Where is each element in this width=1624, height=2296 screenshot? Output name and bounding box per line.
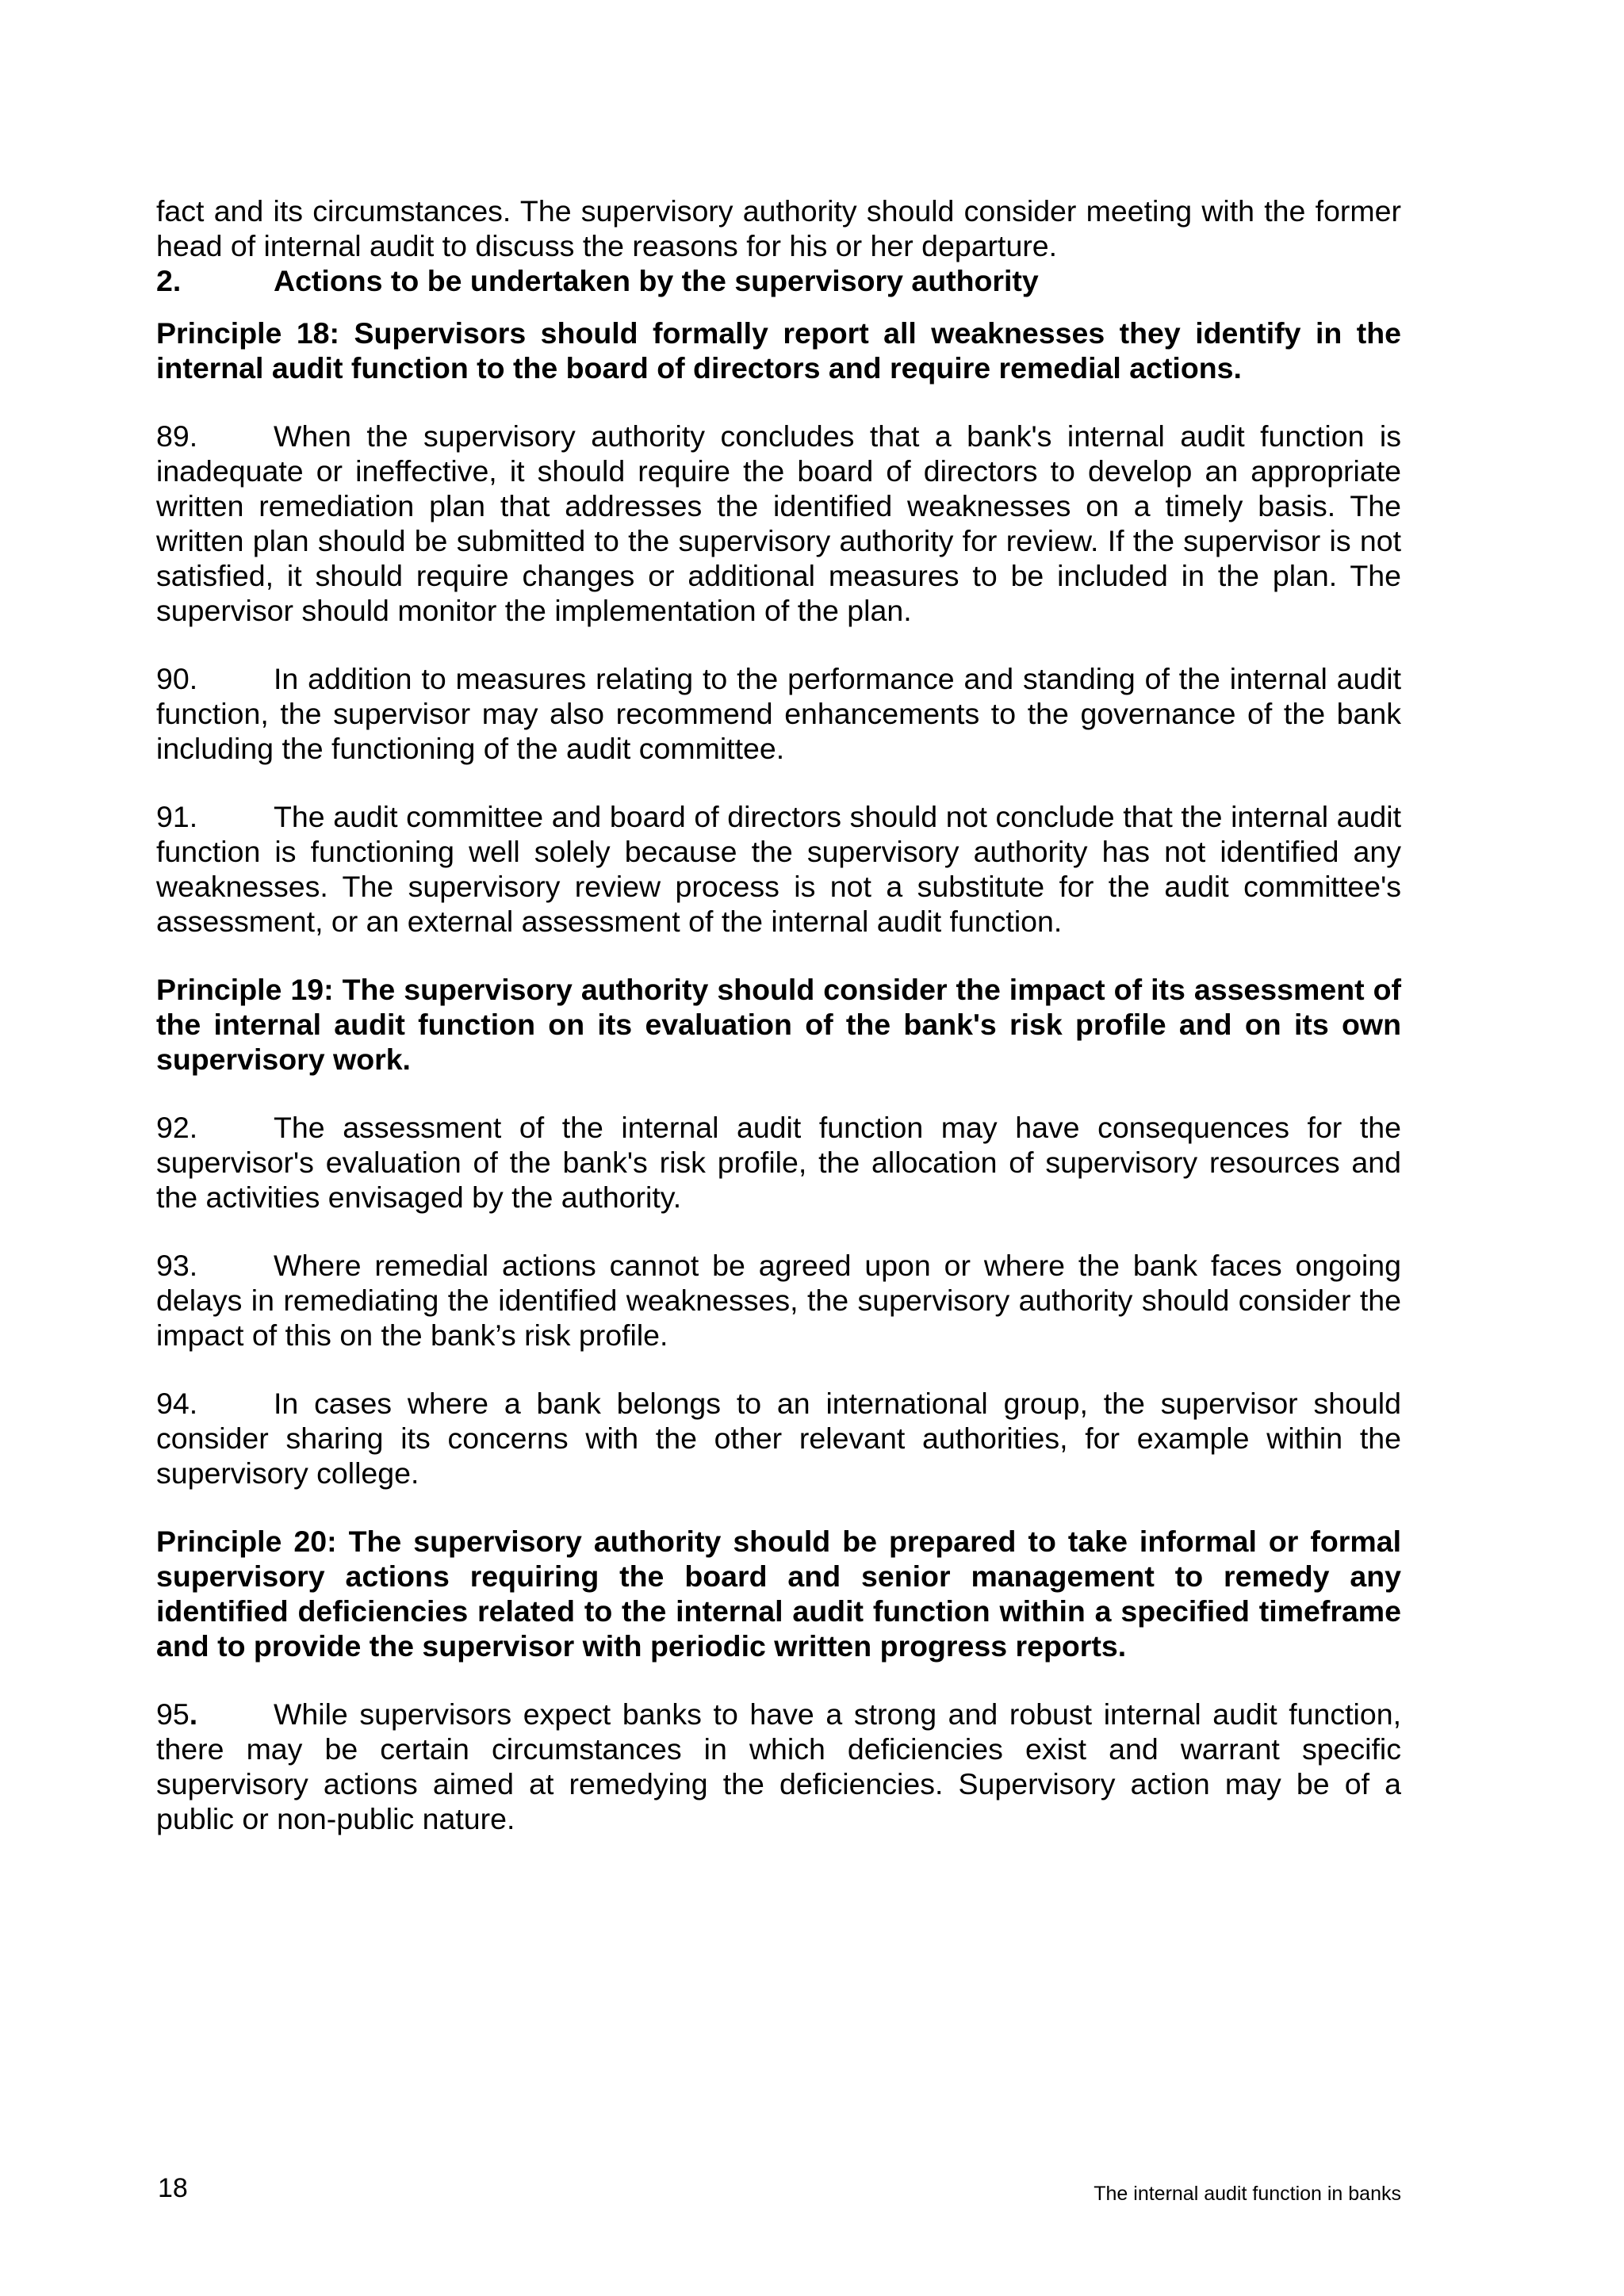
paragraph-text: The assessment of the internal audit function may have consequences for the supervisor's evaluation of the bank's risk profile, the allocation of supervisory resources and the activities envisaged by the authority.: [156, 1111, 1401, 1214]
paragraph-94: [156, 1386, 1401, 1490]
paragraph-91: [156, 799, 1401, 939]
footer-page-number: 18: [158, 2173, 188, 2203]
paragraph-number: 89.: [156, 419, 198, 453]
footer-document-title: The internal audit function in banks: [1094, 2183, 1401, 2205]
paragraph-number-digits: 95: [156, 1697, 190, 1731]
paragraph-number: 91.: [156, 800, 198, 833]
paragraph-text: In addition to measures relating to the performance and standing of the internal audit function, the supervisor may also recommend enhancements to the governance of the bank including the functioning of the audit committee.: [156, 662, 1401, 765]
paragraph-89: [156, 419, 1401, 628]
paragraph-92: [156, 1110, 1401, 1215]
paragraph-text: While supervisors expect banks to have a strong and robust internal audit function, there may be certain circumstances in which deficiencies exist and warrant specific supervisory actions aimed at remedying the deficiencies. Supervisory action may be of a public or non-public nature.: [156, 1697, 1401, 1835]
paragraph-number: [156, 1697, 274, 1732]
principle-19: Principle 19: The supervisory authority should consider the impact of its assessment of the internal audit function on its evaluation of the bank's risk profile and on its own supervisory work.: [156, 973, 1401, 1076]
section-number: 2.: [156, 264, 182, 297]
paragraph-text: Where remedial actions cannot be agreed upon or where the bank faces ongoing delays in remediating the identified weaknesses, the supervisory authority should consider the impact of this on the bank’s risk profile.: [156, 1249, 1401, 1352]
principle-18: Principle 18: Supervisors should formally report all weaknesses they identify in the internal audit function to the board of directors and require remedial actions.: [156, 316, 1401, 385]
paragraph-text: In cases where a bank belongs to an international group, the supervisor should consider sharing its concerns with the other relevant authorities, for example within the supervisory college.: [156, 1387, 1401, 1490]
paragraph-text: The audit committee and board of directors should not conclude that the internal audit function is functioning well solely because the supervisory authority has not identified any weaknesses. The supervisory review process is not a substitute for the audit committee's assessment, or an external assessment of the internal audit function.: [156, 800, 1401, 938]
paragraph-90: [156, 661, 1401, 766]
paragraph-93: [156, 1248, 1401, 1353]
paragraph-number: 93.: [156, 1249, 198, 1282]
paragraph-number: 94.: [156, 1387, 198, 1420]
paragraph-number-dot: .: [189, 1697, 198, 1731]
section-title: Actions to be undertaken by the supervisory authority: [274, 264, 1039, 297]
document-body: [156, 193, 1401, 1836]
intro-paragraph: fact and its circumstances. The supervisory authority should consider meeting with the former head of internal audit to discuss the reasons for his or her departure.: [156, 194, 1401, 262]
paragraph-number: 90.: [156, 662, 198, 695]
paragraph-95: [156, 1697, 1401, 1836]
paragraph-text: When the supervisory authority concludes that a bank's internal audit function is inadequate or ineffective, it should require the board of directors to develop an appropriate written remediation plan that addresses the identified weaknesses on a timely basis. The written plan should be submitted to the supervisory authority for review. If the supervisor is not satisfied, it should require changes or additional measures to be included in the plan. The supervisor should monitor the implementation of the plan.: [156, 419, 1401, 627]
paragraph-number: 92.: [156, 1111, 198, 1144]
principle-20: Principle 20: The supervisory authority should be prepared to take informal or formal supervisory actions requiring the board and senior management to remedy any identified deficiencies related to the internal audit function within a specified timeframe and to provide the supervisor with periodic written progress reports.: [156, 1525, 1401, 1663]
section-heading: [156, 263, 1401, 298]
